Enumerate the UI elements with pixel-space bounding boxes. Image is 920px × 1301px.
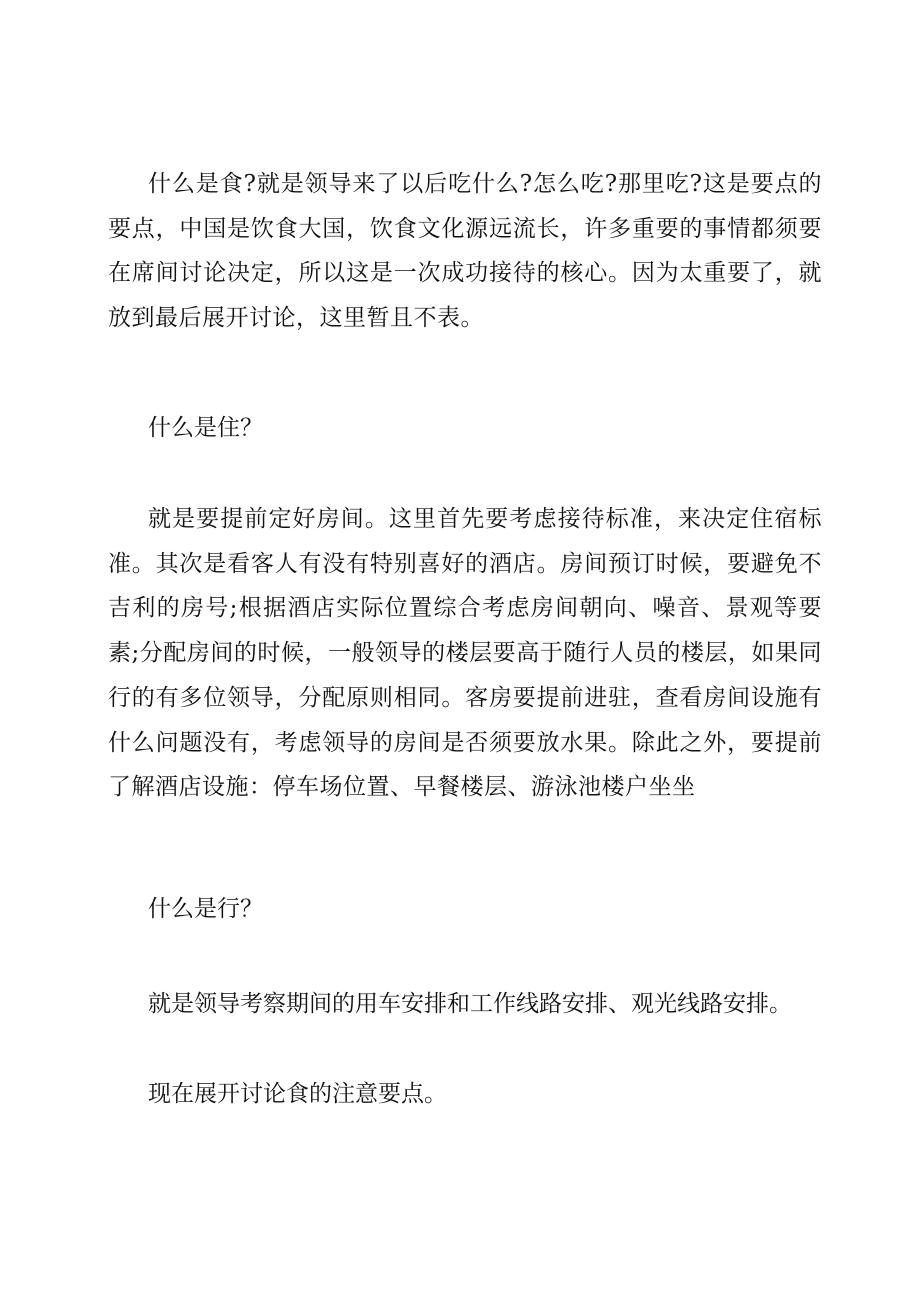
paragraph-travel: 就是领导考察期间的用车安排和工作线路安排、观光线路安排。 — [148, 991, 792, 1017]
heading-travel: 什么是行？ — [148, 896, 263, 922]
paragraph-next: 现在展开讨论食的注意要点。 — [148, 1081, 447, 1107]
paragraph-food: 什么是食?就是领导来了以后吃什么?怎么吃?那里吃?这是要点的要点，中国是饮食大国，饮食文化源远流长，许多重要的事情都须要在席间讨论决定，所以这是一次成功接待的核心。因为太重要了，就放到最后展开讨论，这里暂且不表。 — [108, 171, 822, 332]
heading-stay: 什么是住？ — [148, 415, 263, 441]
paragraph-stay: 就是要提前定好房间。这里首先要考虑接待标准，来决定住宿标准。其次是看客人有没有特别喜好的酒店。房间预订时候，要避免不吉利的房号;根据酒店实际位置综合考虑房间朝向、噪音、景观等要素;分配房间的时候，一般领导的楼层要高于随行人员的楼层，如果同行的有多位领导，分配原则相同。客房要提前进驻，查看房间设施有什么问题没有，考虑领导的房间是否须要放水果。除此之外，要提前了解酒店设施：停车场位置、早餐楼层、游泳池楼户坐坐 — [108, 506, 822, 801]
